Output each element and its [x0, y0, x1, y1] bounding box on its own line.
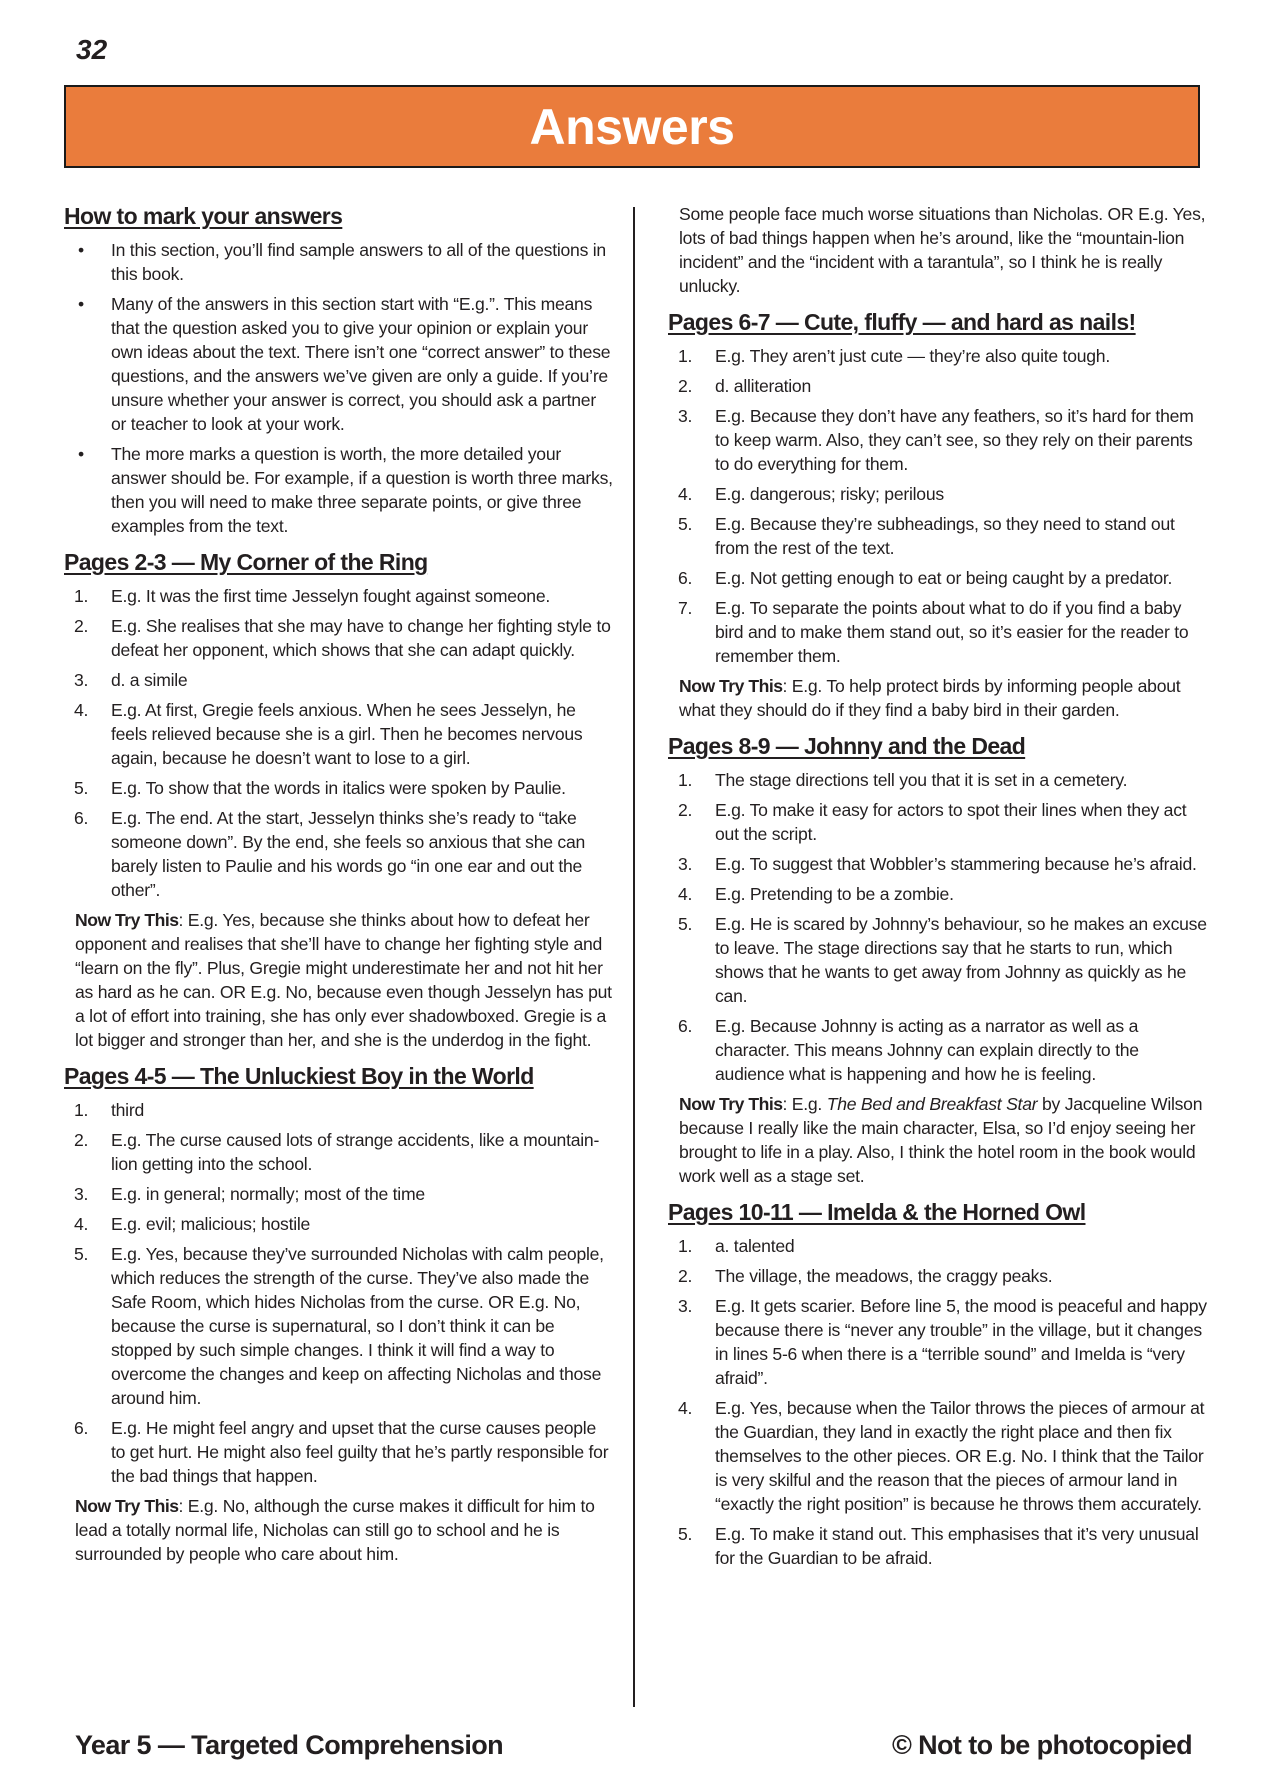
item-number: 2. — [74, 1130, 89, 1150]
answer-list — [64, 584, 614, 902]
now-try-this — [679, 674, 1208, 722]
section-heading: Pages 8-9 — Johnny and the Dead — [668, 733, 1026, 759]
answer-item — [668, 1522, 1208, 1570]
section-heading: Pages 2-3 — My Corner of the Ring — [64, 549, 428, 575]
item-number: 3. — [678, 1296, 693, 1316]
answer-item — [64, 614, 614, 662]
item-text: d. alliteration — [715, 376, 812, 396]
section-heading: Pages 4-5 — The Unluckiest Boy in the World — [64, 1063, 534, 1089]
item-number: 5. — [678, 1524, 693, 1544]
item-text: In this section, you’ll find sample answers to all of the questions in this book. — [111, 240, 606, 284]
answer-item — [64, 1098, 614, 1122]
answer-item — [668, 566, 1208, 590]
answer-item — [668, 1014, 1208, 1086]
answer-item — [668, 374, 1208, 398]
item-number: 1. — [678, 770, 693, 790]
bullet-item — [64, 238, 614, 286]
answer-section — [668, 308, 1208, 722]
item-text: E.g. It gets scarier. Before line 5, the mood is peaceful and happy because there is “never any trouble” in the village, but it changes in lines 5-6 when there is a “terrible sound” and Imelda is “very afraid”. — [715, 1296, 1207, 1388]
answer-item — [64, 1242, 614, 1410]
item-text: E.g. He might feel angry and upset that the curse causes people to get hurt. He might also feel guilty that he’s partly responsible for the bad things that happen. — [111, 1418, 609, 1486]
answer-item — [64, 1128, 614, 1176]
item-text: E.g. He is scared by Johnny’s behaviour, so he makes an excuse to leave. The stage directions say that he starts to run, which shows that he wants to get away from Johnny as quickly as he can. — [715, 914, 1207, 1006]
item-text: Many of the answers in this section start with “E.g.”. This means that the question asked you to give your opinion or explain your own ideas about the text. There isn’t one “correct answer” to these questions, and the answers we’ve given are only a guide. If you’re unsure whether your answer is correct, you should ask a partner or teacher to look at your work. — [111, 294, 611, 434]
item-number: 4. — [678, 1398, 693, 1418]
bullet-marker: • — [78, 294, 84, 314]
item-number: 5. — [74, 1244, 89, 1264]
answer-item — [668, 1294, 1208, 1390]
item-text: E.g. The end. At the start, Jesselyn thinks she’s ready to “take someone down”. By the end, she feels so anxious that she can barely listen to Paulie and his words go “in one ear and out the other”. — [111, 808, 586, 900]
item-text: The stage directions tell you that it is set in a cemetery. — [715, 770, 1128, 790]
item-number: 6. — [74, 1418, 89, 1438]
now-try-this-text: by Jacqueline Wilson because I really like the main character, Elsa, so I’d enjoy seeing her brought to life in a play. Also, I think the hotel room in the book would work well as a stage set. — [679, 1094, 1203, 1186]
answer-list — [64, 1098, 614, 1488]
bullet-marker: • — [78, 444, 84, 464]
item-text: E.g. in general; normally; most of the time — [111, 1184, 425, 1204]
section-heading: Pages 10-11 — Imelda & the Horned Owl — [668, 1199, 1086, 1225]
now-try-this — [679, 1092, 1208, 1188]
answer-item — [64, 668, 614, 692]
item-number: 2. — [678, 800, 693, 820]
item-number: 5. — [74, 778, 89, 798]
answer-list — [668, 768, 1208, 1086]
item-text: E.g. They aren’t just cute — they’re also quite tough. — [715, 346, 1110, 366]
now-try-this-text: : E.g. To help protect birds by informing people about what they should do if they find a baby bird in their garden. — [679, 676, 1181, 720]
answer-list — [668, 1234, 1208, 1570]
item-text: third — [111, 1100, 144, 1120]
item-number: 3. — [74, 670, 89, 690]
answer-list — [64, 238, 614, 538]
answer-item — [668, 882, 1208, 906]
answer-item — [668, 1264, 1208, 1288]
item-text: E.g. To suggest that Wobbler’s stammering because he’s afraid. — [715, 854, 1197, 874]
item-text: E.g. dangerous; risky; perilous — [715, 484, 944, 504]
item-number: 3. — [678, 854, 693, 874]
answer-item — [668, 1234, 1208, 1258]
now-try-this-label: Now Try This — [679, 676, 783, 696]
now-try-this-label: Now Try This — [75, 1496, 179, 1516]
item-number: 6. — [678, 1016, 693, 1036]
item-text: E.g. At first, Gregie feels anxious. When he sees Jesselyn, he feels relieved because she is a girl. Then he becomes nervous again, because he doesn’t want to lose to a girl. — [111, 700, 583, 768]
item-text: E.g. She realises that she may have to change her fighting style to defeat her opponent, which shows that she can adapt quickly. — [111, 616, 611, 660]
left-column — [64, 202, 614, 1574]
item-text: E.g. Yes, because when the Tailor throws the pieces of armour at the Guardian, they land in exactly the right place and then fix themselves to the other pieces. OR E.g. No. I think that the Tailor is very skilful and the reason that the pieces of armour land in “exactly the right position” is because he throws them accurately. — [715, 1398, 1205, 1514]
now-try-this — [75, 1494, 614, 1566]
now-try-this — [75, 908, 614, 1052]
answer-section — [64, 202, 614, 538]
item-number: 5. — [678, 514, 693, 534]
item-number: 6. — [74, 808, 89, 828]
item-text: E.g. evil; malicious; hostile — [111, 1214, 311, 1234]
item-number: 6. — [678, 568, 693, 588]
item-number: 5. — [678, 914, 693, 934]
continued-answer: Some people face much worse situations than Nicholas. OR E.g. Yes, lots of bad things happen when he’s around, like the “mountain-lion incident” and the “incident with a tarantula”, so I think he is really unlucky. — [679, 204, 1206, 296]
answer-item — [64, 1416, 614, 1488]
answer-item — [64, 1212, 614, 1236]
item-text: E.g. Because they don’t have any feathers, so it’s hard for them to keep warm. Also, they can’t see, so they rely on their parents to do everything for them. — [715, 406, 1194, 474]
bullet-item — [64, 442, 614, 538]
item-text: E.g. It was the first time Jesselyn fought against someone. — [111, 586, 551, 606]
answer-item — [64, 584, 614, 608]
item-number: 4. — [74, 700, 89, 720]
item-number: 1. — [678, 1236, 693, 1256]
item-text: d. a simile — [111, 670, 188, 690]
item-text: E.g. To make it stand out. This emphasises that it’s very unusual for the Guardian to be afraid. — [715, 1524, 1199, 1568]
item-text: The more marks a question is worth, the more detailed your answer should be. For example, if a question is worth three marks, then you will need to make three separate points, or give three examples from the text. — [111, 444, 613, 536]
right-column — [668, 202, 1208, 1576]
item-text: E.g. Because Johnny is acting as a narrator as well as a character. This means Johnny can explain directly to the audience what is happening and how he is feeling. — [715, 1016, 1139, 1084]
now-try-this-text: : E.g. No, although the curse makes it difficult for him to lead a totally normal life, Nicholas can still go to school and he is surrounded by people who care about him. — [75, 1496, 595, 1564]
item-number: 2. — [74, 616, 89, 636]
item-number: 4. — [74, 1214, 89, 1234]
item-number: 3. — [74, 1184, 89, 1204]
page-number: 32 — [76, 34, 108, 65]
answer-item — [668, 798, 1208, 846]
section-heading: How to mark your answers — [64, 203, 343, 229]
answer-item — [64, 776, 614, 800]
item-number: 2. — [678, 1266, 693, 1286]
item-number: 7. — [678, 598, 693, 618]
book-title: The Bed and Breakfast Star — [826, 1094, 1038, 1114]
answer-section — [64, 548, 614, 1052]
answer-item — [668, 344, 1208, 368]
item-text: a. talented — [715, 1236, 795, 1256]
item-number: 4. — [678, 484, 693, 504]
item-number: 4. — [678, 884, 693, 904]
item-text: E.g. The curse caused lots of strange accidents, like a mountain-lion getting into the school. — [111, 1130, 600, 1174]
section-heading: Pages 6-7 — Cute, fluffy — and hard as nails! — [668, 309, 1136, 335]
item-number: 1. — [74, 1100, 89, 1120]
item-text: E.g. To make it easy for actors to spot their lines when they act out the script. — [715, 800, 1187, 844]
answer-item — [668, 512, 1208, 560]
answer-item — [668, 482, 1208, 506]
answer-section — [668, 1198, 1208, 1570]
answer-item — [64, 1182, 614, 1206]
answer-item — [668, 768, 1208, 792]
now-try-this-text: : E.g. Yes, because she thinks about how to defeat her opponent and realises that she’ll have to change her fighting style and “learn on the fly”. Plus, Gregie might underestimate her and not hit her as hard as he can. OR E.g. No, because even though Jesselyn has put a lot of effort into training, she has only ever shadowboxed. Gregie is a lot bigger and stronger than her, and she is the underdog in the fight. — [75, 910, 612, 1050]
item-number: 2. — [678, 376, 693, 396]
item-text: E.g. Pretending to be a zombie. — [715, 884, 954, 904]
answer-item — [668, 912, 1208, 1008]
answer-section — [668, 732, 1208, 1188]
item-number: 1. — [678, 346, 693, 366]
answer-item — [668, 404, 1208, 476]
item-text: E.g. To separate the points about what to do if you find a baby bird and to make them stand out, so it’s easier for the reader to remember them. — [715, 598, 1189, 666]
bullet-marker: • — [78, 240, 84, 260]
now-try-this-label: Now Try This — [679, 1094, 783, 1114]
item-text: E.g. Because they’re subheadings, so they need to stand out from the rest of the text. — [715, 514, 1175, 558]
column-divider — [633, 207, 635, 1707]
item-text: The village, the meadows, the craggy peaks. — [715, 1266, 1053, 1286]
answer-item — [668, 596, 1208, 668]
item-number: 1. — [74, 586, 89, 606]
footer-book-title: Year 5 — Targeted Comprehension — [75, 1730, 504, 1760]
answer-list — [668, 344, 1208, 668]
item-text: E.g. Yes, because they’ve surrounded Nicholas with calm people, which reduces the strength of the curse. They’ve also made the Safe Room, which hides Nicholas from the curse. OR E.g. No, because the curse is supernatural, so I don’t think it can be stopped by such simple changes. I think it will find a way to overcome the changes and keep on affecting Nicholas and those around him. — [111, 1244, 604, 1408]
now-try-this-text: : E.g. — [782, 1094, 827, 1114]
bullet-item — [64, 292, 614, 436]
answer-section — [64, 1062, 614, 1566]
title-banner — [64, 85, 1200, 168]
answer-item — [668, 852, 1208, 876]
footer-copyright: © Not to be photocopied — [891, 1730, 1192, 1760]
item-text: E.g. To show that the words in italics were spoken by Paulie. — [111, 778, 566, 798]
answer-item — [64, 806, 614, 902]
item-text: E.g. Not getting enough to eat or being caught by a predator. — [715, 568, 1173, 588]
page-title: Answers — [529, 98, 735, 155]
now-try-this-label: Now Try This — [75, 910, 179, 930]
answer-item — [668, 1396, 1208, 1516]
item-number: 3. — [678, 406, 693, 426]
answer-item — [64, 698, 614, 770]
